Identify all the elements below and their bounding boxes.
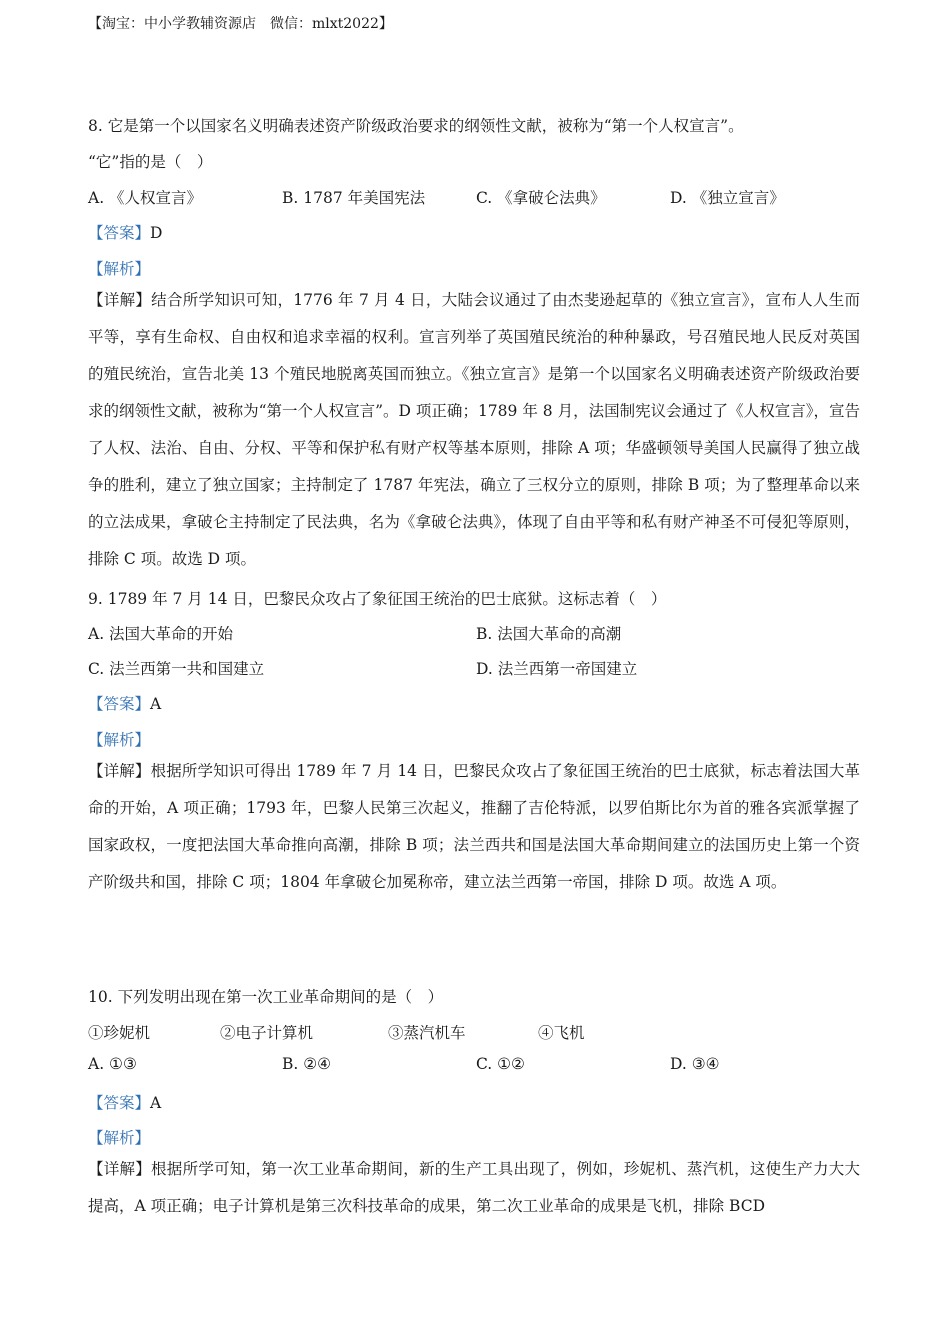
detail-label: 【详解】 — [88, 291, 152, 309]
q9-analysis-label: 【解析】 — [88, 731, 151, 749]
q8-analysis-label: 【解析】 — [88, 260, 151, 278]
q9-option-d: D. 法兰西第一帝国建立 — [476, 660, 638, 678]
q8-detail — [88, 282, 860, 578]
answer-label: 【答案】 — [88, 224, 151, 242]
q8-option-d: D. 《独立宣言》 — [670, 189, 785, 207]
detail-label: 【详解】 — [88, 1160, 152, 1178]
q9-detail — [88, 753, 860, 901]
q10-item-3: ③蒸汽机车 — [388, 1024, 466, 1042]
q9-option-c: C. 法兰西第一共和国建立 — [88, 660, 265, 678]
q10-item-2: ②电子计算机 — [220, 1024, 314, 1042]
page-header: 【淘宝：中小学教辅资源店 微信：mlxt2022】 — [88, 16, 393, 32]
q10-option-d: D. ③④ — [670, 1055, 720, 1073]
detail-text: 根据所学知识可得出 1789 年 7 月 14 日，巴黎民众攻占了象征国王统治的巴士底狱，标志着法国大革命的开始，A 项正确；1793 年，巴黎人民第三次起义，推翻了吉伦特派，以罗伯斯比尔为首的雅各宾派掌握了国家政权，一度把法国大革命推向高潮，排除 B 项；法兰西共和国是法国大革命期间建立的法国历史上第一个资产阶级共和国，排除 C 项；1804 年拿破仑加冕称帝，建立法兰西第一帝国，排除 D 项。故选 A 项。 — [88, 762, 860, 891]
q10-answer — [88, 1091, 161, 1113]
q9-answer — [88, 692, 161, 714]
answer-label: 【答案】 — [88, 695, 151, 713]
q10-item-1: ①珍妮机 — [88, 1024, 151, 1042]
q10-option-a: A. ①③ — [88, 1055, 137, 1073]
answer-label: 【答案】 — [88, 1094, 151, 1112]
q9-option-a: A. 法国大革命的开始 — [88, 625, 234, 643]
detail-text: 结合所学知识可知，1776 年 7 月 4 日，大陆会议通过了由杰斐逊起草的《独立宣言》，宣布人人生而平等，享有生命权、自由权和追求幸福的权利。宣言列举了英国殖民统治的种种暴政，号召殖民地人民反对英国的殖民统治，宣告北美 13 个殖民地脱离英国而独立。《独立宣言》是第一个以国家名义明确表述资产阶级政治要求的纲领性文献，被称为“第一个人权宣言”。D 项正确；1789 年 8 月，法国制宪议会通过了《人权宣言》，宣告了人权、法治、自由、分权、平等和保护私有财产权等基本原则，排除 A 项；华盛顿领导美国人民赢得了独立战争的胜利，建立了独立国家；主持制定了 1787 年宪法，确立了三权分立的原则，排除 B 项；为了整理革命以来的立法成果，拿破仑主持制定了民法典，名为《拿破仑法典》，体现了自由平等和私有财产神圣不可侵犯等原则，排除 C 项。故选 D 项。 — [88, 291, 860, 568]
q8-stem-line2: “它”指的是（ ） — [88, 153, 213, 171]
q10-option-b: B. ②④ — [282, 1055, 332, 1073]
q8-option-c: C. 《拿破仑法典》 — [476, 189, 606, 207]
q10-analysis-label: 【解析】 — [88, 1129, 151, 1147]
detail-text: 根据所学可知，第一次工业革命期间，新的生产工具出现了，例如，珍妮机、蒸汽机，这使生产力大大提高，A 项正确；电子计算机是第三次科技革命的成果，第二次工业革命的成果是飞机，排除 BCD — [88, 1160, 860, 1215]
detail-label: 【详解】 — [88, 762, 151, 780]
answer-value: A — [150, 695, 162, 713]
q8-answer — [88, 221, 162, 243]
q8-option-b: B. 1787 年美国宪法 — [282, 189, 426, 207]
q8-option-a: A. 《人权宣言》 — [88, 189, 203, 207]
q10-option-c: C. ①② — [476, 1055, 525, 1073]
q9-stem: 9. 1789 年 7 月 14 日，巴黎民众攻占了象征国王统治的巴士底狱。这标志着（ ） — [88, 590, 667, 608]
q10-stem: 10. 下列发明出现在第一次工业革命期间的是（ ） — [88, 988, 444, 1006]
q9-option-b: B. 法国大革命的高潮 — [476, 625, 622, 643]
answer-value: D — [150, 224, 163, 242]
q10-detail — [88, 1151, 860, 1225]
q10-item-4: ④飞机 — [538, 1024, 585, 1042]
answer-value: A — [150, 1094, 162, 1112]
q8-stem-line1: 8. 它是第一个以国家名义明确表述资产阶级政治要求的纲领性文献，被称为“第一个人权宣言”。 — [88, 117, 744, 135]
